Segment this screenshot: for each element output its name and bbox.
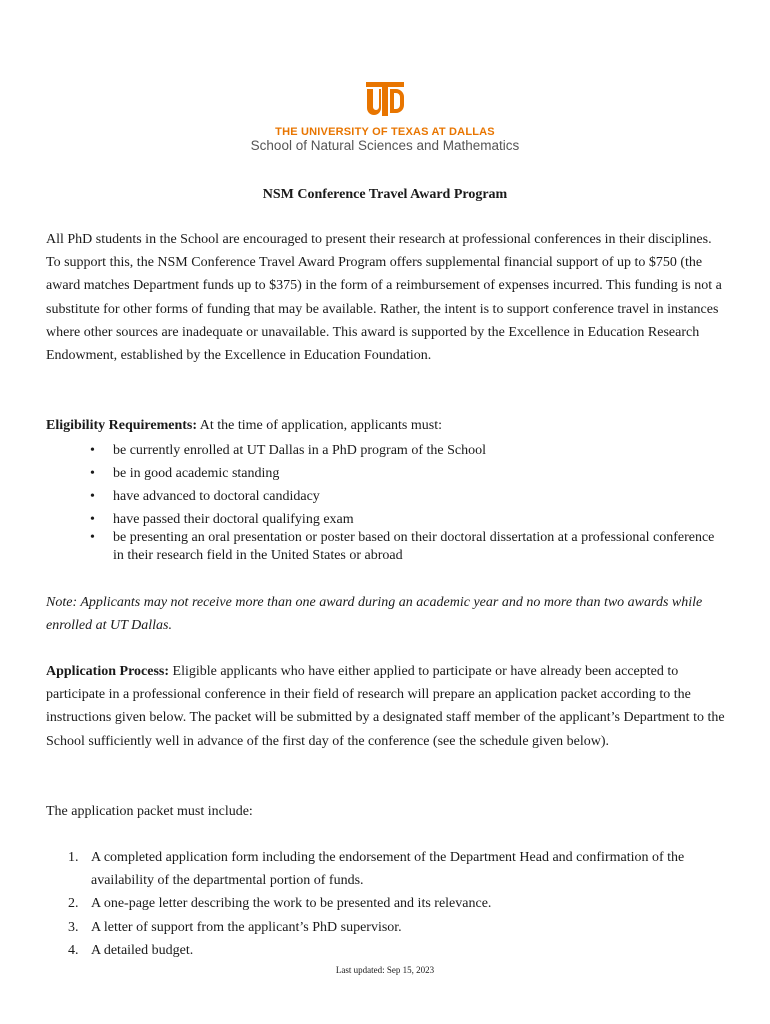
eligibility-section bbox=[46, 414, 726, 566]
packet-intro: The application packet must include: bbox=[46, 804, 253, 819]
note-paragraph: Note: Applicants may not receive more than one award during an academic year and no more than two awards while enrolled at UT Dallas. bbox=[46, 595, 703, 634]
list-item: • be in good academic standing bbox=[46, 465, 726, 484]
list-item: • have advanced to doctoral candidacy bbox=[46, 488, 726, 507]
document-title: NSM Conference Travel Award Program bbox=[262, 187, 508, 202]
list-item: 1. A completed application form including the endorsement of the Department Head and confirmation of the availability of the departmental portion of funds. bbox=[68, 850, 685, 889]
application-label: Application Process: bbox=[46, 664, 170, 679]
bullet-icon: • bbox=[90, 488, 95, 504]
eligibility-list bbox=[46, 442, 726, 566]
last-updated-footer: Last updated: Sep 15, 2023 bbox=[335, 965, 435, 975]
utd-logo bbox=[0, 80, 770, 153]
bullet-icon: • bbox=[90, 442, 95, 458]
eligibility-text: At the time of application, applicants must: bbox=[197, 418, 442, 433]
list-item: • be presenting an oral presentation or poster based on their doctoral dissertation at a professional conference in their research field in the United States or abroad bbox=[90, 529, 715, 564]
eligibility-label: Eligibility Requirements: bbox=[46, 418, 198, 433]
school-name: School of Natural Sciences and Mathematics bbox=[250, 138, 520, 153]
list-item: 2. A one-page letter describing the work to be presented and its relevance. bbox=[68, 896, 492, 912]
university-name: THE UNIVERSITY OF TEXAS AT DALLAS bbox=[275, 126, 495, 138]
list-item: • have passed their doctoral qualifying exam bbox=[46, 511, 726, 530]
utd-logo-mark-icon bbox=[363, 80, 407, 118]
list-item: 4. A detailed budget. bbox=[68, 942, 194, 958]
bullet-icon: • bbox=[90, 512, 95, 528]
bullet-icon: • bbox=[90, 529, 95, 545]
intro-paragraph: All PhD students in the School are encouraged to present their research at professional conferences in their disciplines. To support this, the NSM Conference Travel Award Program offers supplemental financial support of up to $750 (the award matches Department funds up to $375) in the form of a reimbursement of expenses incurred. This funding is not a substitute for other forms of funding that may be available. Rather, the intent is to support conference travel in instances where other sources are inadequate or unavailable. This award is supported by the Excellence in Education Research Endowment, established by the Excellence in Education Foundation. bbox=[46, 232, 722, 364]
application-text: Eligible applicants who have either applied to participate or have already been accepted to participate in a professional conference in their field of research will prepare an application packet according to the instructions given below. The packet will be submitted by a designated staff member of the applicant’s Department to the School sufficiently well in advance of the first day of the conference (see the schedule given below). bbox=[46, 664, 725, 749]
packet-list bbox=[46, 846, 726, 962]
list-item: • be currently enrolled at UT Dallas in a PhD program of the School bbox=[46, 442, 726, 461]
eligibility-heading bbox=[46, 414, 726, 437]
bullet-icon: • bbox=[90, 465, 95, 481]
application-process-paragraph bbox=[46, 660, 726, 753]
list-item: 3. A letter of support from the applicant’s PhD supervisor. bbox=[68, 919, 402, 935]
